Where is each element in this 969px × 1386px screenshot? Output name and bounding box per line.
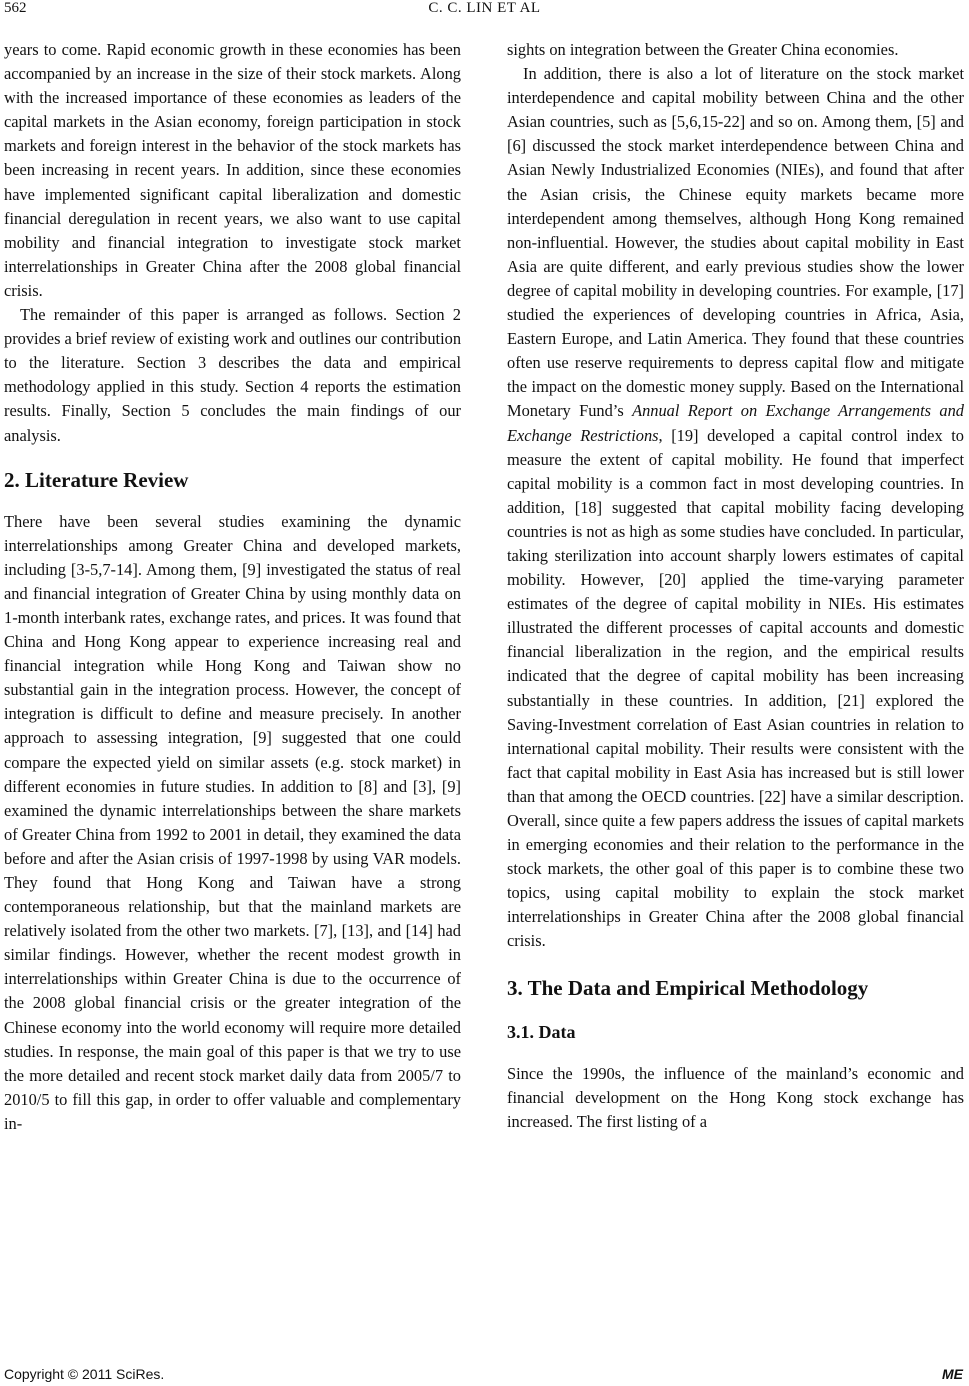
- section-heading-literature-review: 2. Literature Review: [4, 467, 189, 492]
- paragraph: [507, 62, 964, 953]
- paragraph: There have been several studies examining the dynamic interrelationships among Greater China and developed markets, including [3-5,7-14]. Among them, [9] investigated the status of real and financial integration of Greater China by using monthly data on 1-month interbank rates, exchange rates, and prices. It was found that China and Hong Kong appear to experience increasing real and financial integration while Hong Kong and Taiwan show no substantial gain in the integration process. However, the concept of integration is difficult to define and measure precisely. In another approach to assessing integration, [9] suggested that one could compare the expected yield on similar assets (e.g. stock market) in different economies in future studies. In addition to [8] and [3], [9] examined the dynamic interrelationships between the share markets of Greater China from 1992 to 2001 in detail, they examined the data before and after the Asian crisis of 1997-1998 by using VAR models. They found that Hong Kong and Taiwan have a strong contemporaneous relationship, but that the mainland markets are relatively isolated from the other two markets. [7], [13], and [14] had similar findings. However, whether the recent modest growth in interrelationships within Greater China is due to the occurrence of the 2008 global financial crisis or the greater integration of the Chinese economy into the world economy will require more detailed studies. In response, the main goal of this paper is that we try to use the more detailed and recent stock market daily data from 2005/7 to 2010/5 to fill this gap, in order to offer valuable and complementary in-: [4, 511, 461, 1133]
- paragraph: years to come. Rapid economic growth in these economies has been accompanied by an increase in the size of their stock markets. Along with the increased importance of these economies as leaders of the capital markets in the Asian economy, foreign participation in stock markets and foreign interest in the behavior of the stock markets has been increasing in recent years. In addition, since these economies have implemented significant capital liberalization and domestic financial deregulation in recent years, we also want to use capital mobility and financial integration to investigate stock market interrelationships in Greater China after the 2008 global financial crisis.: [4, 40, 461, 300]
- running-head: C. C. LIN ET AL: [428, 0, 541, 16]
- journal-abbreviation: ME: [942, 1366, 963, 1382]
- paragraph-text: In addition, there is also a lot of literature on the stock market interdependence and capital mobility between China and the other Asian countries, such as [5,6,15-22] and so on. Among them, [5] and [6] discussed the stock market interdependence between China and Asian Newly Industrialized Economies (NIEs), and found that after the Asian crisis, the Chinese equity markets became more interdependent among themselves, although Hong Kong remained non-influential. However, the studies about capital mobility in East Asia are quite different, and early previous studies show the lower degree of capital mobility in developing countries. For example, [17] studied the experiences of developing countries in Africa, Asia, Eastern Europe, and Latin America. They found that these countries often use reserve requirements to depress capital flow and mitigate the impact on the domestic money supply. Based on the International Monetary Fund’s: [507, 64, 964, 421]
- report-title: Annual Report on Exchange Arrangements and Exchange Restrictions: [507, 401, 964, 445]
- section-heading-data-methodology: 3. The Data and Empirical Methodology: [507, 975, 869, 1000]
- left-column: [4, 38, 461, 1136]
- paragraph: The remainder of this paper is arranged as follows. Section 2 provides a brief review of existing work and outlines our contribution to the literature. Section 3 describes the data and empirical methodology applied in this study. Section 4 reports the estimation results. Finally, Section 5 concludes the main findings of our analysis.: [4, 305, 462, 445]
- page-number: 562: [4, 0, 27, 16]
- paragraph: Since the 1990s, the influence of the mainland’s economic and financial development on the Hong Kong stock exchange has increased. The first listing of a: [507, 1063, 964, 1131]
- paragraph-text: , [19] developed a capital control index to measure the extent of capital mobility. He found that imperfect capital mobility is a common fact in most developing countries. In addition, [18] suggested that capital mobility facing developing countries is not as high as some studies have concluded. In particular, taking sterilization into account sharply lowers estimates of capital mobility. However, [20] applied the time-varying parameter estimates of the degree of capital mobility in NIEs. His estimates illustrated the different processes of capital accounts and domestic financial liberalization in the region, and the empirical results indicated that the degree of capital mobility has been increasing substantially in these countries. In addition, [21] explored the Saving-Investment correlation of East Asian countries in relation to international capital mobility. Their results were consistent with the fact that capital mobility in East Asia has increased but is still lower than that among the OECD countries. [22] have a similar description. Overall, since quite a few papers address the issues of capital markets in emerging economies and their relation to the performance in the stock markets, the other goal of this paper is to combine these two topics, using capital mobility to explain the stock market interrelationships in Greater China after the 2008 global financial crisis.: [507, 425, 964, 951]
- paragraph: sights on integration between the Greater China economies.: [507, 40, 899, 59]
- right-column: [507, 38, 964, 1134]
- copyright-notice: Copyright © 2011 SciRes.: [4, 1366, 165, 1382]
- subsection-heading-data: 3.1. Data: [507, 1021, 576, 1042]
